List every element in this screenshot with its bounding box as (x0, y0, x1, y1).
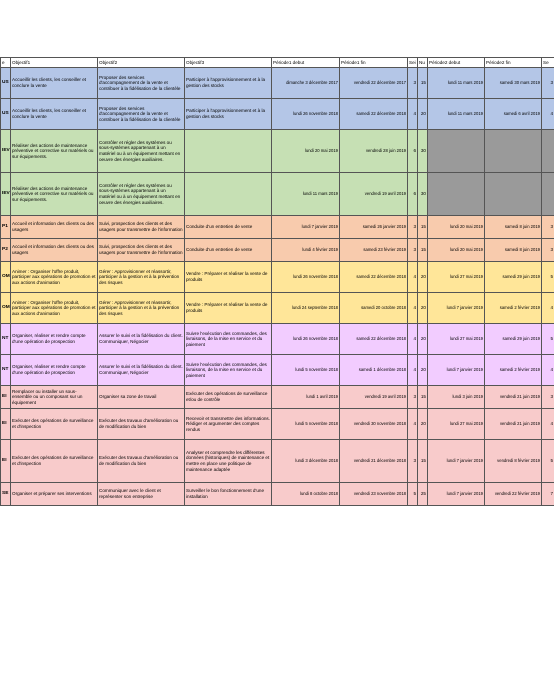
days-cell[interactable]: 30 (418, 173, 428, 216)
period2-end-cell[interactable] (485, 130, 542, 173)
header-row (1, 58, 554, 68)
objective1-cell[interactable]: Réaliser des actions de maintenance préventive et corrective sur matériels ou sur équipements. (11, 173, 98, 216)
days-cell[interactable]: 25 (418, 483, 428, 506)
weeks-cell[interactable]: 4 (408, 355, 418, 386)
objective3-cell[interactable]: Conduite d'un entretien de vente (185, 239, 272, 262)
period2-start-cell[interactable]: lundi 3 juin 2019 (428, 386, 485, 409)
row-code[interactable]: IEV (1, 130, 11, 173)
period1-end-cell[interactable]: samedi 26 janvier 2019 (340, 216, 408, 239)
period1-end-cell[interactable]: vendredi 28 juin 2019 (340, 130, 408, 173)
table-row (1, 239, 554, 262)
objective3-cell[interactable] (185, 173, 272, 216)
row-code[interactable]: US (1, 68, 11, 99)
period2-end-cell[interactable] (485, 173, 542, 216)
weeks-cell[interactable]: 3 (408, 216, 418, 239)
objective3-cell[interactable] (185, 130, 272, 173)
objective1-cell[interactable]: Accueillir les clients, les conseiller et conclure la vente (11, 68, 98, 99)
next-cell[interactable]: 4 (542, 293, 554, 324)
row-code[interactable]: P1 (1, 216, 11, 239)
planning-table (0, 57, 554, 506)
period1-end-cell[interactable]: samedi 1 décembre 2018 (340, 355, 408, 386)
period1-end-cell[interactable]: vendredi 21 décembre 2018 (340, 440, 408, 483)
row-code[interactable]: US (1, 99, 11, 130)
table-row (1, 483, 554, 506)
weeks-cell[interactable]: 4 (408, 409, 418, 440)
period1-end-cell[interactable]: vendredi 23 novembre 2018 (340, 483, 408, 506)
period1-end-cell[interactable]: vendredi 30 novembre 2018 (340, 409, 408, 440)
days-cell[interactable]: 20 (418, 293, 428, 324)
period2-start-cell[interactable]: lundi 20 mai 2019 (428, 216, 485, 239)
period1-start-cell[interactable]: lundi 26 novembre 2018 (272, 99, 340, 130)
table-body (1, 68, 554, 506)
row-code[interactable]: EI (1, 409, 11, 440)
table-row (1, 68, 554, 99)
objective3-cell[interactable]: Vendre : Préparer et réaliser la vente de produits (185, 262, 272, 293)
column-header[interactable]: Sei (408, 58, 418, 68)
next-cell[interactable]: 5 (542, 324, 554, 355)
period2-start-cell[interactable]: lundi 27 mai 2019 (428, 324, 485, 355)
period1-start-cell[interactable]: lundi 4 février 2019 (272, 239, 340, 262)
weeks-cell[interactable]: 3 (408, 68, 418, 99)
period2-end-cell[interactable]: samedi 29 juin 2019 (485, 262, 542, 293)
objective1-cell[interactable]: Remplacer ou installer un sous-ensemble ou un composant sur un équipement (11, 386, 98, 409)
objective1-cell[interactable]: Animer : Organiser l'offre produit, participer aux opérations de promotion et aux actions d'animation (11, 293, 98, 324)
period2-end-cell[interactable]: samedi 29 juin 2019 (485, 324, 542, 355)
objective2-cell[interactable]: Exécuter des travaux d'amélioration ou de modification du bien (98, 440, 185, 483)
period2-end-cell[interactable]: samedi 8 juin 2019 (485, 239, 542, 262)
days-cell[interactable]: 15 (418, 239, 428, 262)
column-header[interactable]: e (1, 58, 11, 68)
column-header[interactable]: Objectif3 (185, 58, 272, 68)
objective1-cell[interactable]: Accueil et information des clients ou des usagers (11, 216, 98, 239)
spreadsheet (0, 57, 554, 506)
table-row (1, 130, 554, 173)
period2-start-cell[interactable] (428, 173, 485, 216)
period1-end-cell[interactable]: vendredi 19 avril 2019 (340, 386, 408, 409)
objective2-cell[interactable]: Organiser sa zone de travail (98, 386, 185, 409)
period1-start-cell[interactable]: lundi 26 novembre 2018 (272, 324, 340, 355)
row-code[interactable]: EI (1, 386, 11, 409)
period2-start-cell[interactable]: lundi 7 janvier 2019 (428, 483, 485, 506)
objective1-cell[interactable]: Animer : Organiser l'offre produit, participer aux opérations de promotion et aux actions d'animation (11, 262, 98, 293)
days-cell[interactable]: 15 (418, 216, 428, 239)
objective1-cell[interactable]: Exécuter des opérations de surveillance et d'inspection (11, 440, 98, 483)
period1-start-cell[interactable]: lundi 5 novembre 2018 (272, 409, 340, 440)
days-cell[interactable]: 15 (418, 440, 428, 483)
period1-end-cell[interactable]: samedi 22 décembre 2018 (340, 324, 408, 355)
objective3-cell[interactable]: Recevoir et transmettre des informations. Rédiger et argumenter des comptes rendus (185, 409, 272, 440)
column-header[interactable]: Période2 fin (485, 58, 542, 68)
column-header[interactable]: Période1 fin (340, 58, 408, 68)
period2-start-cell[interactable]: lundi 7 janvier 2019 (428, 440, 485, 483)
period2-end-cell[interactable]: vendredi 21 juin 2019 (485, 386, 542, 409)
period1-start-cell[interactable]: lundi 11 mars 2019 (272, 173, 340, 216)
column-header[interactable]: Période2 debut (428, 58, 485, 68)
period2-start-cell[interactable]: lundi 7 janvier 2019 (428, 293, 485, 324)
table-row (1, 173, 554, 216)
next-cell[interactable]: 7 (542, 483, 554, 506)
objective2-cell[interactable]: Gérer : Approvisionner et réassortir, participer à la gestion et à la prévention des risques (98, 262, 185, 293)
table-row (1, 355, 554, 386)
period2-end-cell[interactable]: samedi 8 juin 2019 (485, 216, 542, 239)
period2-end-cell[interactable]: samedi 30 mars 2019 (485, 68, 542, 99)
days-cell[interactable]: 20 (418, 262, 428, 293)
objective1-cell[interactable]: Organiser, réaliser et rendre compte d'une opération de prospection (11, 324, 98, 355)
objective2-cell[interactable]: Suivi, prospection des clients et des usagers pour transmettre de l'information (98, 216, 185, 239)
weeks-cell[interactable]: 6 (408, 130, 418, 173)
objective2-cell[interactable]: Suivi, prospection des clients et des usagers pour transmettre de l'information (98, 239, 185, 262)
objective2-cell[interactable]: Assurer le suivi et la fidélisation du client. Communiquer, Négocier (98, 355, 185, 386)
period1-end-cell[interactable]: samedi 22 décembre 2018 (340, 99, 408, 130)
weeks-cell[interactable]: 4 (408, 262, 418, 293)
weeks-cell[interactable]: 4 (408, 99, 418, 130)
weeks-cell[interactable]: 3 (408, 440, 418, 483)
row-code[interactable]: SE (1, 483, 11, 506)
period1-start-cell[interactable]: dimanche 3 décembre 2017 (272, 68, 340, 99)
days-cell[interactable]: 20 (418, 409, 428, 440)
next-cell[interactable]: 3 (542, 216, 554, 239)
objective3-cell[interactable]: Analyser et comprendre les différentes données (historiques) de maintenance et mettre en place une politique de maintenance adaptée (185, 440, 272, 483)
objective1-cell[interactable]: Accueil et information des clients ou des usagers (11, 239, 98, 262)
period1-end-cell[interactable]: vendredi 22 décembre 2017 (340, 68, 408, 99)
period2-start-cell[interactable]: lundi 27 mai 2019 (428, 409, 485, 440)
objective1-cell[interactable]: Organiser et préparer ses interventions (11, 483, 98, 506)
column-header[interactable]: Objectif1 (11, 58, 98, 68)
days-cell[interactable]: 30 (418, 130, 428, 173)
period2-start-cell[interactable]: lundi 7 janvier 2019 (428, 355, 485, 386)
period2-end-cell[interactable]: samedi 2 février 2019 (485, 293, 542, 324)
objective3-cell[interactable]: Participer à l'approvisionnement et à la gestion des stocks (185, 99, 272, 130)
period1-start-cell[interactable]: lundi 26 novembre 2018 (272, 262, 340, 293)
weeks-cell[interactable]: 6 (408, 173, 418, 216)
next-cell[interactable]: 4 (542, 355, 554, 386)
objective2-cell[interactable]: Contrôler et régler des systèmes ou sous-systèmes appartenant à un matériel ou à un équipement mettant en oeuvre des énergies auxiliaires. (98, 130, 185, 173)
objective3-cell[interactable]: Suivre l'exécution des commandes, des livraisons, de la mise en service et du paiement (185, 355, 272, 386)
objective2-cell[interactable]: Communiquer avec le client et représenter son entreprise (98, 483, 185, 506)
next-cell[interactable]: 4 (542, 99, 554, 130)
table-row (1, 293, 554, 324)
row-code[interactable]: IEV (1, 173, 11, 216)
period2-end-cell[interactable]: samedi 6 avril 2019 (485, 99, 542, 130)
period1-start-cell[interactable]: lundi 5 novembre 2018 (272, 355, 340, 386)
next-cell[interactable]: 3 (542, 239, 554, 262)
table-row (1, 262, 554, 293)
column-header[interactable]: Objectif2 (98, 58, 185, 68)
period2-start-cell[interactable]: lundi 11 mars 2019 (428, 99, 485, 130)
objective2-cell[interactable]: Assurer le suivi et la fidélisation du client. Communiquer, Négocier (98, 324, 185, 355)
table-row (1, 440, 554, 483)
period2-end-cell[interactable]: vendredi 22 février 2019 (485, 483, 542, 506)
period1-start-cell[interactable]: lundi 3 décembre 2018 (272, 440, 340, 483)
row-code[interactable]: EI (1, 440, 11, 483)
objective1-cell[interactable]: Réaliser des actions de maintenance préventive et corrective sur matériels ou sur équipements. (11, 130, 98, 173)
objective2-cell[interactable]: Proposer des services d'accompagnement de la vente et contribuer à la fidélisation de la clientèle (98, 99, 185, 130)
next-cell[interactable]: 4 (542, 409, 554, 440)
weeks-cell[interactable]: 5 (408, 483, 418, 506)
days-cell[interactable]: 20 (418, 324, 428, 355)
period2-end-cell[interactable]: vendredi 8 février 2019 (485, 440, 542, 483)
weeks-cell[interactable]: 4 (408, 324, 418, 355)
objective2-cell[interactable]: Proposer des services d'accompagnement de la vente et contribuer à la fidélisation de la clientèle (98, 68, 185, 99)
row-code[interactable]: OM (1, 293, 11, 324)
row-code[interactable]: NT (1, 324, 11, 355)
row-code[interactable]: OM (1, 262, 11, 293)
objective2-cell[interactable]: Contrôler et régler des systèmes ou sous-systèmes appartenant à un matériel ou à un équipement mettant en oeuvre des énergies auxiliaires. (98, 173, 185, 216)
period1-start-cell[interactable]: lundi 1 avril 2019 (272, 386, 340, 409)
next-cell[interactable] (542, 130, 554, 173)
objective1-cell[interactable]: Exécuter des opérations de surveillance et d'inspection (11, 409, 98, 440)
period2-start-cell[interactable]: lundi 11 mars 2019 (428, 68, 485, 99)
table-row (1, 386, 554, 409)
period1-end-cell[interactable]: vendredi 19 avril 2019 (340, 173, 408, 216)
objective3-cell[interactable]: Vendre : Préparer et réaliser la vente de produits (185, 293, 272, 324)
next-cell[interactable]: 3 (542, 68, 554, 99)
weeks-cell[interactable]: 3 (408, 386, 418, 409)
period2-start-cell[interactable]: lundi 27 mai 2019 (428, 262, 485, 293)
period1-start-cell[interactable]: lundi 24 septembre 2018 (272, 293, 340, 324)
next-cell[interactable]: 5 (542, 440, 554, 483)
days-cell[interactable]: 15 (418, 68, 428, 99)
weeks-cell[interactable]: 3 (408, 239, 418, 262)
period1-start-cell[interactable]: lundi 8 octobre 2018 (272, 483, 340, 506)
table-row (1, 216, 554, 239)
objective2-cell[interactable]: Exécuter des travaux d'amélioration ou de modification du bien (98, 409, 185, 440)
objective3-cell[interactable]: Participer à l'approvisionnement et à la gestion des stocks (185, 68, 272, 99)
period2-start-cell[interactable]: lundi 20 mai 2019 (428, 239, 485, 262)
days-cell[interactable]: 20 (418, 99, 428, 130)
period1-end-cell[interactable]: samedi 22 décembre 2018 (340, 262, 408, 293)
column-header[interactable]: Nu (418, 58, 428, 68)
next-cell[interactable]: 5 (542, 262, 554, 293)
days-cell[interactable]: 15 (418, 386, 428, 409)
period1-start-cell[interactable]: lundi 20 mai 2019 (272, 130, 340, 173)
table-row (1, 409, 554, 440)
objective3-cell[interactable]: Exécuter des opérations de surveillance et/ou de contrôle (185, 386, 272, 409)
objective3-cell[interactable]: Conduite d'un entretien de vente (185, 216, 272, 239)
objective1-cell[interactable]: Organiser, réaliser et rendre compte d'une opération de prospection (11, 355, 98, 386)
period1-end-cell[interactable]: samedi 20 octobre 2018 (340, 293, 408, 324)
period1-start-cell[interactable]: lundi 7 janvier 2019 (272, 216, 340, 239)
table-row (1, 324, 554, 355)
next-cell[interactable]: 3 (542, 386, 554, 409)
period1-end-cell[interactable]: samedi 23 février 2019 (340, 239, 408, 262)
period2-end-cell[interactable]: samedi 2 février 2019 (485, 355, 542, 386)
column-header[interactable]: Période1 debut (272, 58, 340, 68)
period2-start-cell[interactable] (428, 130, 485, 173)
row-code[interactable]: NT (1, 355, 11, 386)
objective2-cell[interactable]: Gérer : Approvisionner et réassortir, participer à la gestion et à la prévention des risques (98, 293, 185, 324)
table-row (1, 99, 554, 130)
days-cell[interactable]: 20 (418, 355, 428, 386)
objective3-cell[interactable]: Surveiller le bon fonctionnement d'une installation (185, 483, 272, 506)
objective1-cell[interactable]: Accueillir les clients, les conseiller et conclure la vente (11, 99, 98, 130)
objective3-cell[interactable]: Suivre l'exécution des commandes, des livraisons, de la mise en service et du paiement (185, 324, 272, 355)
weeks-cell[interactable]: 4 (408, 293, 418, 324)
row-code[interactable]: P2 (1, 239, 11, 262)
column-header[interactable]: Se (542, 58, 554, 68)
next-cell[interactable] (542, 173, 554, 216)
period2-end-cell[interactable]: vendredi 21 juin 2019 (485, 409, 542, 440)
